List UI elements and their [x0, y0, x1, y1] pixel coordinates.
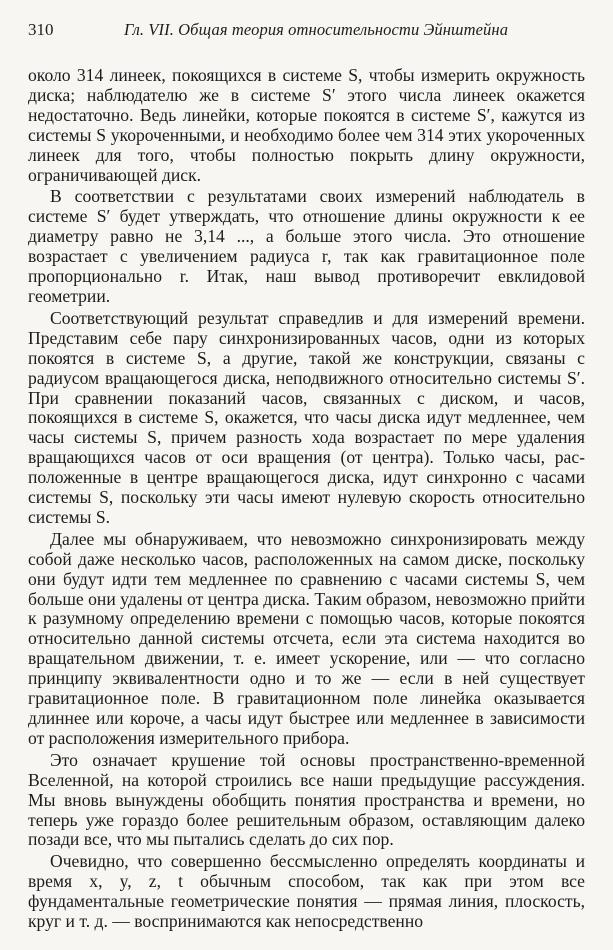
paragraph-3: Соответствующий результат справедлив и для измерений времени. Представим себе пару синхронизированных часов, одни из которых покоятся в системе S, а другие, такой же конструкции, связаны с радиусом вращающегося диска, неподвижного относительно системы S′. При сравнении показаний часов, связанных с диском, и часов, покоящихся в системе S, окажется, что часы диска идут медленнее, чем часы системы S, причем разность хода возрастает по мере удаления вращающихся часов от оси вращения (от центра). Только часы, расположенные в центре вращающегося диска, идут синхронно с часами системы S, поскольку эти часы имеют нулевую скорость относительно системы S.	[28, 307, 585, 527]
paragraph-1: около 314 линеек, покоящихся в системе S, чтобы измерить окружность диска; наблюдателю же в системе S′ этого числа линеек окажется недостаточно. Ведь линейки, которые покоятся в системе S′, кажутся из системы S укороченными, и необходимо более чем 314 этих укороченных линеек для того, чтобы полностью покрыть длину окружности, ограничивающей диск.	[28, 65, 585, 185]
page-number: 310	[28, 20, 54, 39]
paragraph-2: В соответствии с результатами своих измерений наблюдатель в системе S′ будет утверждать, что отношение длины окружности к ее диаметру равно не 3,14 ..., а больше этого числа. Это отношение возрастает с увеличением радиуса r, так как гравитационное поле пропорционально r. Итак, наш вывод противоречит евклидовой геометрии.	[28, 186, 585, 306]
page-header	[28, 20, 585, 52]
running-title: Гл. VII. Общая теория относительности Эйнштейна	[124, 20, 509, 39]
paragraph-4: Далее мы обнаруживаем, что невозможно синхронизировать между собой даже несколько часов, расположенных на самом диске, поскольку они будут идти тем медленнее по сравнению с часами системы S, чем больше они удалены от центра диска. Таким образом, невозможно прийти к разумному определению времени с помощью часов, которые покоятся относительно данной системы отсчета, если эта система находится во вращательном движении, т. е. имеет ускорение, или — что согласно принципу эквивалентности одно и то же — если в ней существует гравитационное поле. В гравитационном поле линейка оказывается длиннее или короче, а часы идут быстрее или медленнее в зависимости от расположения измерительного прибора.	[28, 528, 585, 748]
paragraph-5: Это означает крушение той основы пространственно-временной Вселенной, на которой строились все наши предыдущие рассуждения. Мы вновь вынуждены обобщить понятия пространства и времени, но теперь уже гораздо более решительным образом, оставляющим далеко позади все, что мы пытались сделать до сих пор.	[28, 749, 585, 850]
body-text	[28, 66, 585, 932]
paragraph-6: Очевидно, что совершенно бессмысленно определять координаты и время x, y, z, t обычным способом, так как при этом все фундаментальные геометрические понятия — прямая линия, плоскость, круг и т. д. — воспринимаются как непосредственно	[28, 851, 585, 932]
